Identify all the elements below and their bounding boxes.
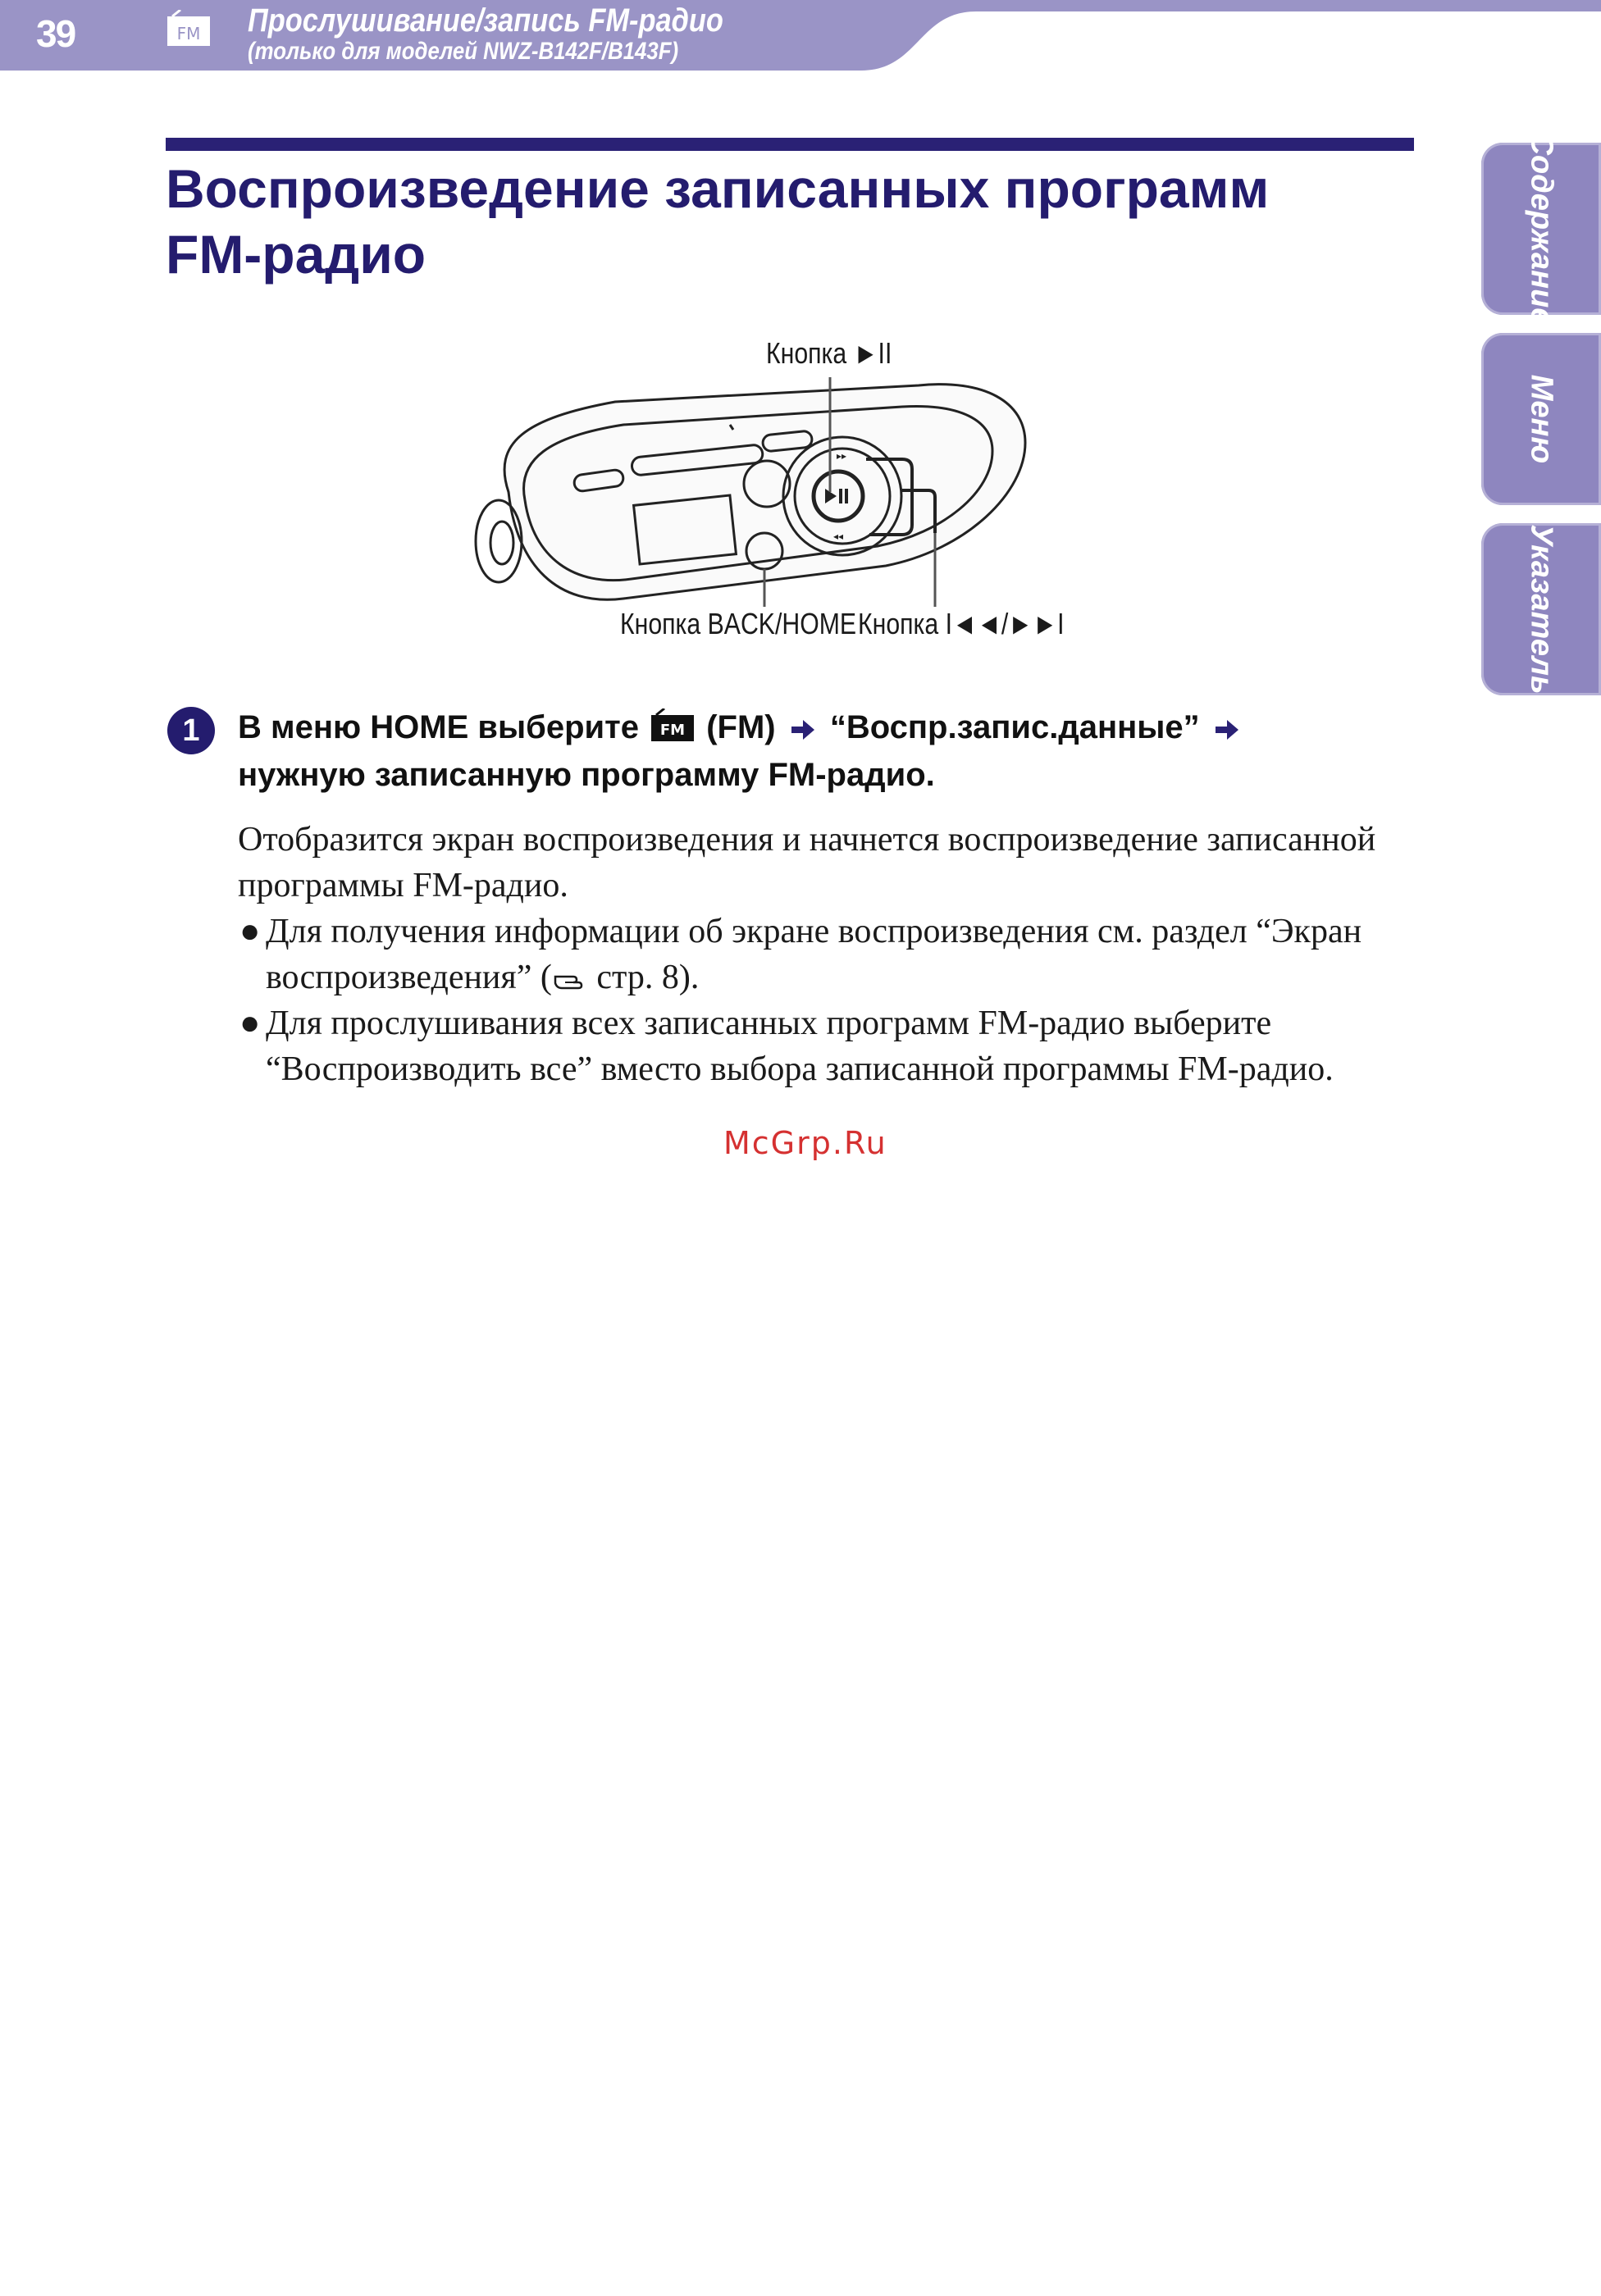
step-instruction [238, 704, 1403, 799]
bullet-play-all-info [238, 1000, 1419, 1092]
header-subtitle: (только для моделей NWZ-B142F/B143F) [248, 38, 679, 65]
step-number: 1 [167, 707, 215, 754]
step-part4: нужную записанную программу FM-радио. [238, 757, 935, 793]
fm-menu-icon [650, 708, 696, 743]
tab-index-label: Указатель [1524, 524, 1559, 695]
bullet2-text: Для прослушивания всех записанных программ FM-радио выберите “Воспроизводить все” вместо выбора записанной программы FM-радио. [266, 1004, 1334, 1088]
bullet-playback-screen-info [238, 909, 1419, 1000]
page-title-line1: Воспроизведение записанных программ [166, 158, 1270, 219]
arrow-right-icon [790, 718, 816, 741]
bullet-dot: ● [239, 913, 261, 950]
label-prev-next: Кнопка I◄◄/►►I [858, 607, 1065, 640]
description-paragraph: Отобразится экран воспроизведения и начнется воспроизведение записанной программы FM-радио. [238, 821, 1376, 904]
bullet1-text: Для получения информации об экране воспроизведения см. раздел “Экран воспроизведения” ( [266, 913, 1362, 996]
pointing-hand-icon [554, 968, 586, 993]
tab-index[interactable] [1481, 523, 1601, 695]
tab-contents-label: Содержание [1524, 132, 1559, 326]
label-back-home: Кнопка BACK/HOME [620, 607, 857, 640]
watermark: McGrp.Ru [723, 1125, 887, 1161]
tab-menu[interactable] [1481, 333, 1601, 505]
arrow-right-icon [1214, 718, 1240, 741]
svg-text:▸▸: ▸▸ [837, 450, 847, 462]
step-part1: В меню HOME выберите [238, 709, 639, 745]
header-band [0, 0, 1601, 71]
step-description [238, 817, 1419, 1092]
header-title: Прослушивание/запись FM-радио [248, 2, 723, 39]
page-header [0, 0, 1601, 71]
bullet1-page-ref[interactable]: стр. 8). [587, 959, 700, 996]
title-rule [166, 138, 1414, 151]
page-title-line2: FM-радио [166, 224, 426, 285]
svg-text:FM: FM [176, 24, 201, 43]
player-illustration [459, 328, 1115, 656]
tab-menu-label: Меню [1524, 374, 1559, 464]
step-part2: (FM) [706, 709, 776, 745]
svg-text:◂◂: ◂◂ [833, 531, 844, 542]
fm-radio-icon [166, 10, 212, 48]
bullet-dot: ● [239, 1004, 261, 1042]
tab-contents[interactable] [1481, 132, 1601, 326]
page-title [166, 156, 1429, 287]
label-play-pause: Кнопка ►II [766, 336, 892, 370]
page-number: 39 [36, 12, 75, 55]
step-part3: “Воспр.запис.данные” [829, 709, 1200, 745]
svg-text:FM: FM [659, 722, 686, 739]
